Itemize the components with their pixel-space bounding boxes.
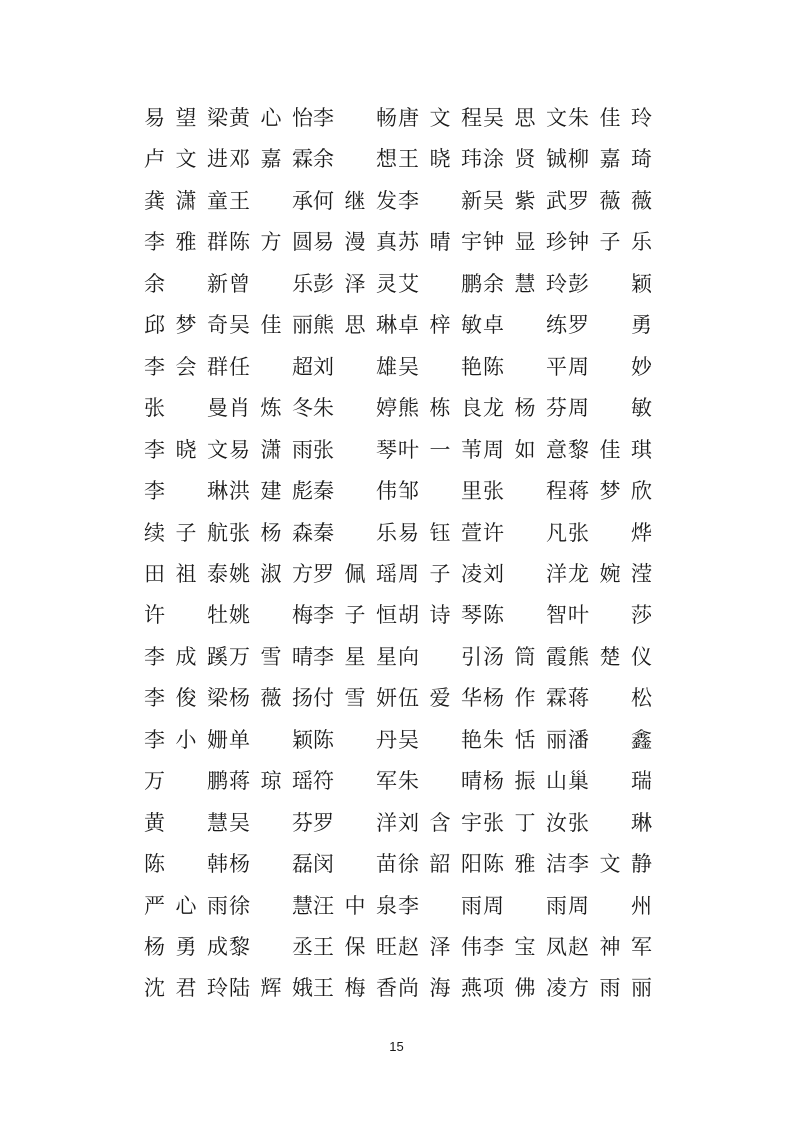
name-cell: 张丁汝 (483, 810, 567, 835)
name-row (0, 557, 793, 591)
name-cell: 卓梓敏 (398, 313, 482, 338)
name-cell: 黎 丞 (229, 935, 313, 959)
name-cell: 杨振山 (483, 769, 567, 794)
name-cell: 吴 艳 (398, 727, 482, 752)
name-cell: 杨作霖 (483, 686, 567, 711)
name-cell: 吴思文 (483, 106, 567, 130)
name-cell: 陈 韩 (144, 852, 228, 877)
name-cell: 李 新 (398, 188, 482, 213)
name-cell: 彭泽灵 (313, 271, 397, 296)
name-cell: 汪中泉 (313, 893, 397, 918)
name-cell: 王梅香 (313, 976, 397, 1001)
name-cell: 钟显珍 (483, 230, 567, 255)
name-cell: 周 敏 (568, 396, 652, 421)
name-cell: 彭 颖 (568, 271, 652, 296)
name-cell: 刘含宇 (398, 810, 482, 835)
name-cell: 唐文程 (398, 106, 482, 130)
name-cell: 赵神军 (568, 935, 652, 959)
name-cell: 张 琴 (313, 437, 397, 462)
name-cell: 蒋 松 (568, 686, 652, 711)
name-cell: 秦 乐 (313, 520, 397, 545)
name-cell: 张 烨 (568, 520, 652, 545)
name-cell: 单 颖 (229, 727, 313, 752)
name-cell: 杨勇成 (144, 935, 228, 959)
name-cell: 易望梁 (144, 106, 228, 130)
name-cell: 吴 艳 (398, 354, 482, 379)
name-cell: 沈君玲 (144, 976, 228, 1001)
name-cell: 姚 梅 (229, 603, 313, 628)
name-cell: 洪建彪 (229, 479, 313, 504)
name-cell: 陈 丹 (313, 727, 397, 752)
name-cell: 付雪妍 (313, 686, 397, 711)
name-cell: 李宝凤 (483, 935, 567, 959)
name-cell: 周如意 (483, 437, 567, 462)
name-cell: 刘 雄 (313, 354, 397, 379)
name-row (0, 847, 793, 881)
name-cell: 向 引 (398, 644, 482, 669)
name-cell: 赵泽伟 (398, 935, 482, 959)
name-cell: 李晓文 (144, 437, 228, 462)
name-cell: 吴紫武 (483, 188, 567, 213)
name-cell: 李 琳 (144, 479, 228, 504)
name-cell: 万 鹏 (144, 769, 228, 794)
name-cell: 李雅群 (144, 230, 228, 255)
name-row (0, 516, 793, 550)
name-cell: 黄心怡 (229, 106, 313, 130)
name-row (0, 184, 793, 218)
name-row (0, 930, 793, 964)
name-cell: 余 新 (144, 271, 228, 296)
name-cell: 熊楚仪 (568, 644, 652, 669)
name-cell: 王晓玮 (398, 147, 482, 172)
name-cell: 涂贤铖 (483, 147, 567, 172)
name-cell: 方雨丽 (568, 976, 652, 1001)
name-cell: 吴 芬 (229, 810, 313, 835)
name-cell: 蒋梦欣 (568, 479, 652, 504)
name-cell: 潘 鑫 (568, 727, 652, 752)
name-cell: 叶 莎 (568, 603, 652, 628)
name-cell: 巢 瑞 (568, 769, 652, 794)
page-number: 15 (389, 1039, 404, 1054)
name-cell: 项佛凌 (483, 976, 567, 1001)
name-cell: 叶一苇 (398, 437, 482, 462)
name-cell: 钟子乐 (568, 230, 652, 255)
name-cell: 邹 里 (398, 479, 482, 504)
name-cell: 刘 洋 (483, 561, 567, 586)
name-row (0, 640, 793, 674)
name-cell: 陈 智 (483, 603, 567, 628)
name-cell: 黎佳琪 (568, 437, 652, 462)
name-row (0, 971, 793, 1005)
name-cell: 周 妙 (568, 354, 652, 379)
name-cell: 李小姗 (144, 727, 228, 752)
name-cell: 熊思琳 (313, 313, 397, 338)
name-cell: 朱佳玲 (568, 106, 652, 130)
name-cell: 李会群 (144, 354, 228, 379)
name-cell: 任 超 (229, 354, 313, 379)
name-cell: 张 琳 (568, 810, 652, 835)
name-cell: 万雪晴 (229, 644, 313, 669)
name-cell: 张杨森 (229, 520, 313, 545)
name-row (0, 225, 793, 259)
name-cell: 李文静 (568, 852, 652, 877)
name-cell: 易潇雨 (229, 437, 313, 462)
name-row (0, 391, 793, 425)
name-cell: 徐韶阳 (398, 852, 482, 877)
name-cell: 龚潇童 (144, 188, 228, 213)
name-cell: 杨 磊 (229, 852, 313, 877)
name-cell: 罗 洋 (313, 810, 397, 835)
name-cell: 柳嘉琦 (568, 147, 652, 172)
name-cell: 艾 鹏 (398, 271, 482, 296)
name-cell: 姚淑方 (229, 561, 313, 586)
name-row (0, 764, 793, 798)
name-cell: 苏晴宇 (398, 230, 482, 255)
name-cell: 龙杨芬 (483, 396, 567, 421)
name-cell: 邓嘉霖 (229, 147, 313, 172)
name-row (0, 474, 793, 508)
name-cell: 陆辉娥 (229, 976, 313, 1001)
name-cell: 邱梦奇 (144, 313, 228, 338)
name-cell: 卓 练 (483, 313, 567, 338)
name-cell: 符 军 (313, 769, 397, 794)
name-cell: 李俊梁 (144, 686, 228, 711)
name-cell: 严心雨 (144, 893, 228, 918)
name-cell: 张 程 (483, 479, 567, 504)
name-cell: 蒋琼瑶 (229, 769, 313, 794)
name-cell: 吴佳丽 (229, 313, 313, 338)
name-cell: 周 雨 (483, 893, 567, 918)
name-row (0, 598, 793, 632)
name-row (0, 806, 793, 840)
name-cell: 罗 勇 (568, 313, 652, 338)
name-cell: 许 牡 (144, 603, 228, 628)
name-row (0, 350, 793, 384)
name-cell: 许 凡 (483, 520, 567, 545)
name-cell: 朱 婷 (313, 396, 397, 421)
name-cell: 王保旺 (313, 935, 397, 959)
name-cell: 周子凌 (398, 561, 482, 586)
name-cell: 周 州 (568, 893, 652, 918)
name-row (0, 889, 793, 923)
name-cell: 熊栋良 (398, 396, 482, 421)
name-cell: 罗薇薇 (568, 188, 652, 213)
name-cell: 龙婉滢 (568, 561, 652, 586)
name-cell: 罗佩瑶 (313, 561, 397, 586)
name-row (0, 433, 793, 467)
name-cell: 易漫真 (313, 230, 397, 255)
name-cell: 徐 慧 (229, 893, 313, 918)
name-row (0, 723, 793, 757)
name-cell: 肖炼冬 (229, 396, 313, 421)
name-cell: 李星星 (313, 644, 397, 669)
name-cell: 汤筒霞 (483, 644, 567, 669)
name-cell: 陈方圆 (229, 230, 313, 255)
name-cell: 李子恒 (313, 603, 397, 628)
name-cell: 王 承 (229, 188, 313, 213)
name-cell: 何继发 (313, 188, 397, 213)
name-cell: 余 想 (313, 147, 397, 172)
name-cell: 易钰萱 (398, 520, 482, 545)
name-cell: 曾 乐 (229, 271, 313, 296)
name-cell: 卢文进 (144, 147, 228, 172)
name-row (0, 142, 793, 176)
name-cell: 胡诗琴 (398, 603, 482, 628)
name-cell: 伍爱华 (398, 686, 482, 711)
name-cell: 李 畅 (313, 106, 397, 130)
name-cell: 朱恬丽 (483, 727, 567, 752)
name-row (0, 308, 793, 342)
name-cell: 朱 晴 (398, 769, 482, 794)
name-row (0, 267, 793, 301)
name-cell: 闵 苗 (313, 852, 397, 877)
name-cell: 续子航 (144, 520, 228, 545)
name-cell: 余慧玲 (483, 271, 567, 296)
name-cell: 田祖泰 (144, 561, 228, 586)
name-cell: 陈雅洁 (483, 852, 567, 877)
name-cell: 杨薇扬 (229, 686, 313, 711)
name-cell: 秦 伟 (313, 479, 397, 504)
name-cell: 张 曼 (144, 396, 228, 421)
name-cell: 尚海燕 (398, 976, 482, 1001)
name-row (0, 101, 793, 135)
name-cell: 陈 平 (483, 354, 567, 379)
name-cell: 黄 慧 (144, 810, 228, 835)
name-cell: 李成蹊 (144, 644, 228, 669)
name-row (0, 681, 793, 715)
name-cell: 李 雨 (398, 893, 482, 918)
